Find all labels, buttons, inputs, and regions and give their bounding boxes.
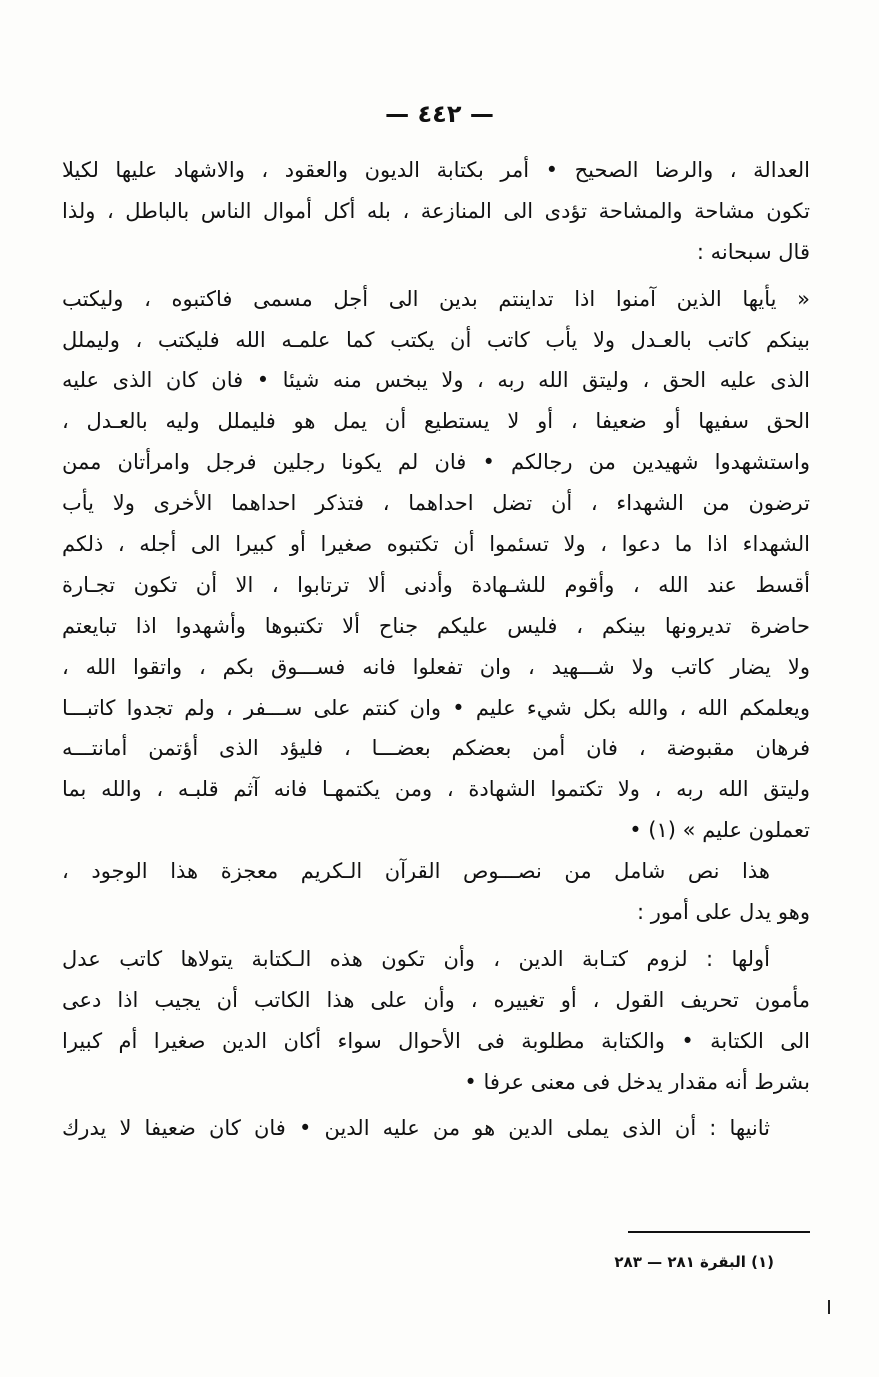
text-line: تكون مشاحة والمشاحة تؤدى الى المنازعة ، بله أكل أموال الناس بالباطل ، ولذا — [62, 198, 810, 223]
text-line: ثانيها : أن الذى يملى الدين هو من عليه الدين • فان كان ضعيفا لا يدرك — [62, 1116, 770, 1141]
quran-verse-line: فرهان مقبوضة ، فان أمن بعضكم بعضـــا ، فليؤد الذى أؤتمن أمانتـــه — [62, 736, 810, 761]
quran-verse-line: الذى عليه الحق ، وليتق الله ربه ، ولا يبخس منه شيئا • فان كان الذى عليه — [62, 368, 810, 393]
footnote: (١) البقرة ٢٨١ — ٢٨٣ — [614, 1253, 774, 1271]
quran-verse-line: ولا يضار كاتب ولا شـــهيد ، وان تفعلوا فانه فســـوق بكم ، واتقوا الله ، — [62, 654, 810, 679]
text-line: بشرط أنه مقدار يدخل فى معنى عرفا • — [464, 1069, 810, 1094]
page-number: — ٤٤٢ — — [385, 100, 494, 128]
text-line: الى الكتابة • والكتابة مطلوبة فى الأحوال سواء أكان الدين صغيرا أم كبيرا — [62, 1028, 810, 1053]
text-line: هذا نص شامل من نصـــوص القرآن الـكريم معجزة هذا الوجود ، — [62, 859, 770, 884]
text-line: وهو يدل على أمور : — [636, 900, 810, 925]
quran-verse-line: « يأيها الذين آمنوا اذا تداينتم بدين الى أجل مسمى فاكتبوه ، وليكتب — [62, 286, 810, 311]
quran-verse-line: تعملون عليم » (١) • — [629, 818, 810, 843]
quran-verse-line: حاضرة تديرونها بينكم ، فليس عليكم جناح ألا تكتبوها وأشهدوا اذا تبايعتم — [62, 613, 810, 638]
quran-verse-line: ترضون من الشهداء ، أن تضل احداهما ، فتذكر احداهما الأخرى ولا يأب — [62, 491, 810, 516]
body-text — [62, 150, 810, 1149]
quran-verse-line: بينكم كاتب بالعـدل ولا يأب كاتب أن يكتب كما علمـه الله فليكتب ، وليملل — [62, 327, 810, 352]
text-line: العدالة ، والرضا الصحيح • أمر بكتابة الديون والعقود ، والاشهاد عليها لكيلا — [62, 158, 810, 182]
quran-verse-line: واستشهدوا شهيدين من رجالكم • فان لم يكونا رجلين فرجل وامرأتان ممن — [62, 450, 810, 475]
quran-verse-line: الحق سفيها أو ضعيفا ، أو لا يستطيع أن يمل هو فليملل وليه بالعـدل ، — [62, 409, 810, 434]
footnote-divider — [628, 1231, 810, 1233]
quran-verse-line: وليتق الله ربه ، ولا تكتموا الشهادة ، ومن يكتمهـا فانه آثم قلبـه ، والله بما — [62, 777, 810, 802]
quran-verse-line: أقسط عند الله ، وأقوم للشـهادة وأدنى ألا ترتابوا ، الا أن تكون تجـارة — [62, 572, 810, 597]
text-line: قال سبحانه : — [696, 239, 810, 264]
quran-verse-line: ويعلمكم الله ، والله بكل شيء عليم • وان كنتم على ســـفر ، ولم تجدوا كاتبـــا — [62, 695, 810, 720]
text-line: مأمون تحريف القول ، أو تغييره ، وأن على هذا الكاتب أن يجيب اذا دعى — [62, 987, 810, 1012]
text-line: أولها : لزوم كتـابة الدين ، وأن تكون هذه الـكتابة يتولاها كاتب عدل — [62, 946, 770, 971]
quran-verse-line: الشهداء اذا ما دعوا ، ولا تسئموا أن تكتبوه صغيرا أو كبيرا الى أجله ، ذلكم — [62, 532, 810, 557]
scan-mark — [828, 1300, 830, 1314]
